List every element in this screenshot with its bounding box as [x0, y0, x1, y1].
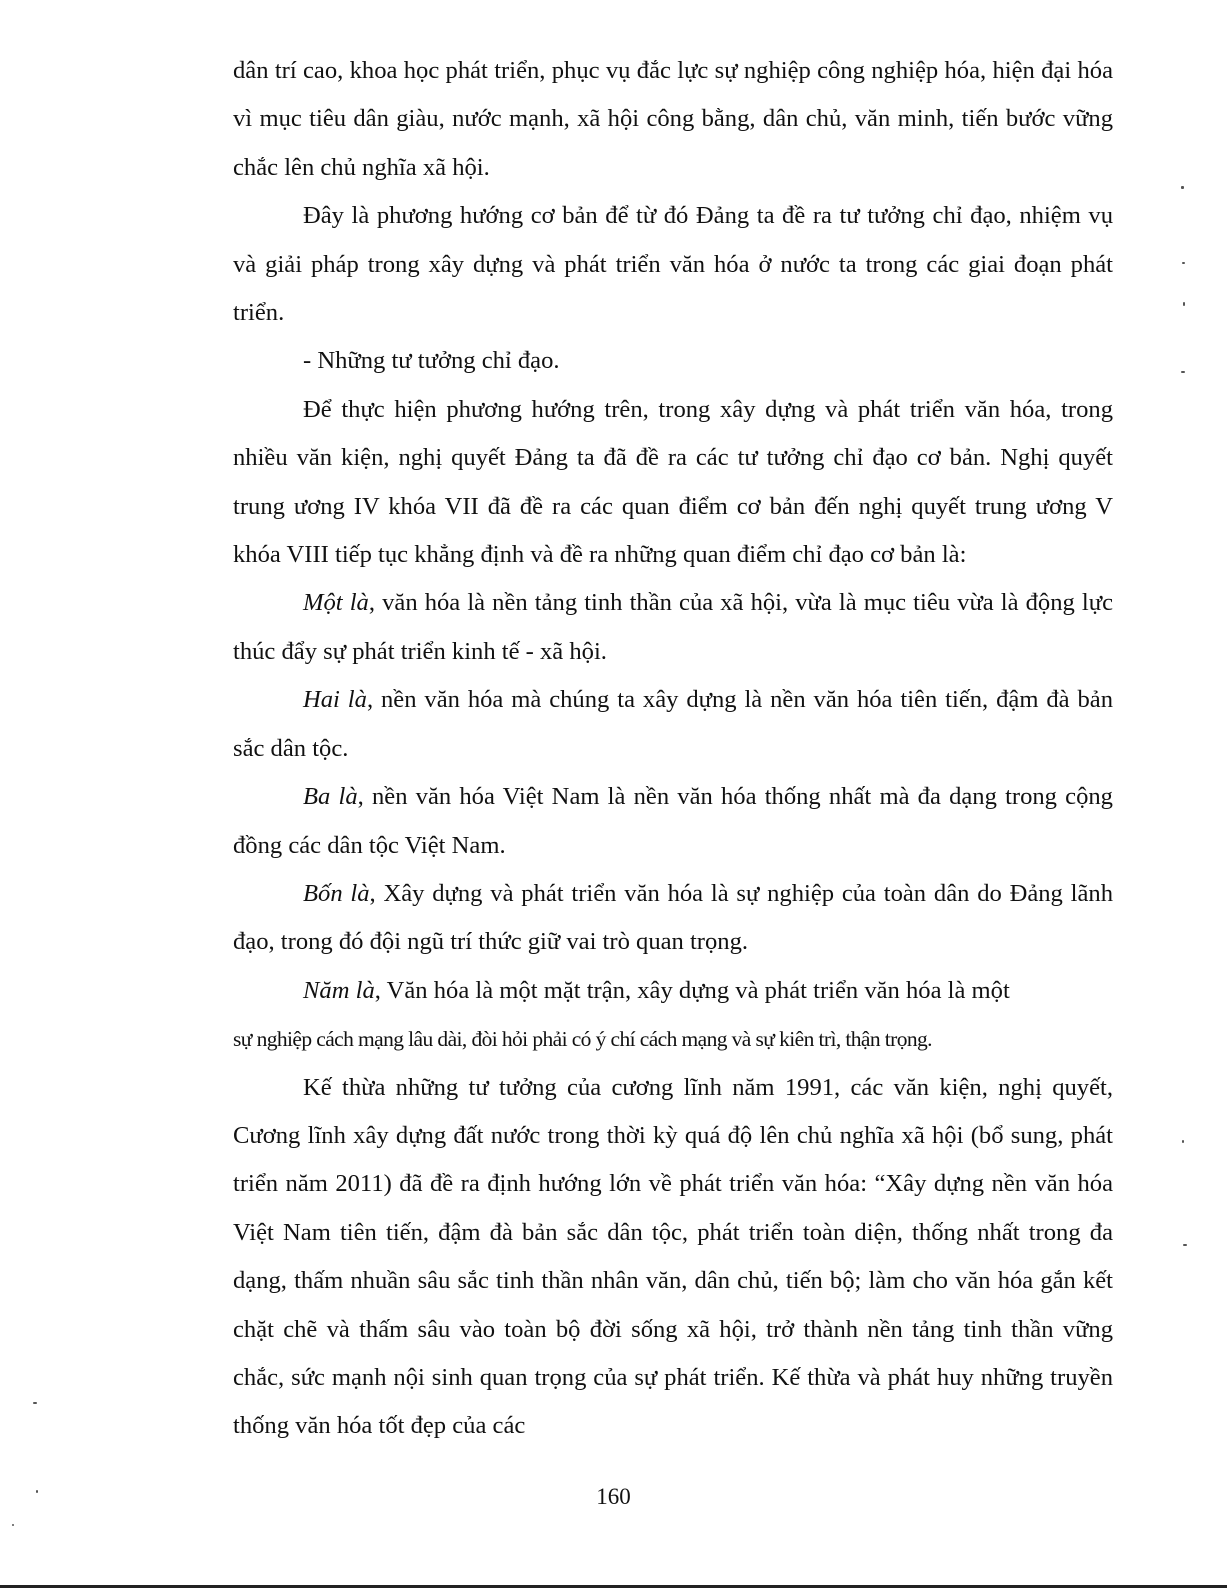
paragraph: [233, 1015, 1113, 1063]
text-run: Đây là phương hướng cơ bản để từ đó Đảng ta đề ra tư tưởng chỉ đạo, nhiệm vụ và giải pháp trong xây dựng và phát triển văn hóa ở nước ta trong các giai đoạn phát triển.: [233, 202, 1113, 327]
scan-speck: [1181, 371, 1185, 373]
paragraph: [233, 386, 1113, 580]
scan-speck: [12, 1524, 14, 1526]
paragraph: [233, 773, 1113, 870]
italic-lead: Ba là: [303, 783, 358, 811]
text-run: , Xây dựng và phát triển văn hóa là sự nghiệp của toàn dân do Đảng lãnh đạo, trong đó đội ngũ trí thức giữ vai trò quan trọng.: [233, 879, 1113, 956]
italic-lead: Một là: [303, 589, 369, 617]
paragraph: [233, 337, 1113, 385]
paragraph: [233, 192, 1113, 337]
italic-lead: Bốn là: [303, 879, 370, 907]
paragraph: [233, 47, 1113, 192]
paragraph: [233, 579, 1113, 676]
scan-speck: [1182, 1140, 1184, 1143]
paragraph: [233, 676, 1113, 773]
italic-lead: Hai là: [303, 686, 367, 714]
text-run: dân trí cao, khoa học phát triển, phục vụ đắc lực sự nghiệp công nghiệp hóa, hiện đại hóa vì mục tiêu dân giàu, nước mạnh, xã hội công bằng, dân chủ, văn minh, tiến bước vững chắc lên chủ nghĩa xã hội.: [233, 57, 1113, 181]
text-run: Để thực hiện phương hướng trên, trong xây dựng và phát triển văn hóa, trong nhiều văn kiện, nghị quyết Đảng ta đã đề ra các tư tưởng chỉ đạo cơ bản. Nghị quyết trung ương IV khóa VII đã đề ra các quan điểm cơ bản đến nghị quyết trung ương V khóa VIII tiếp tục khẳng định và đề ra những quan điểm chỉ đạo cơ bản là:: [233, 395, 1113, 569]
text-run: , nền văn hóa Việt Nam là nền văn hóa thống nhất mà đa dạng trong cộng đồng các dân tộc Việt Nam.: [233, 783, 1113, 859]
paragraph: [233, 1064, 1113, 1451]
scan-speck: [1183, 1244, 1187, 1246]
text-run: , Văn hóa là một mặt trận, xây dựng và phát triển văn hóa là một: [374, 976, 1010, 1004]
scan-speck: [33, 1402, 37, 1404]
scan-speck: [1181, 186, 1184, 189]
body-text: [233, 47, 1113, 1451]
text-run: Kế thừa những tư tưởng của cương lĩnh năm 1991, các văn kiện, nghị quyết, Cương lĩnh xây dựng đất nước trong thời kỳ quá độ lên chủ nghĩa xã hội (bổ sung, phát triển năm 2011) đã đề ra định hướng lớn về phát triển văn hóa: “Xây dựng nền văn hóa Việt Nam tiên tiến, đậm đà bản sắc dân tộc, phát triển toàn diện, thống nhất trong đa dạng, thấm nhuần sâu sắc tinh thần nhân văn, dân chủ, tiến bộ; làm cho văn hóa gắn kết chặt chẽ và thấm sâu vào toàn bộ đời sống xã hội, trở thành nền tảng tinh thần vững chắc, sức mạnh nội sinh quan trọng của sự phát triển. Kế thừa và phát huy những truyền thống văn hóa tốt đẹp của các: [233, 1073, 1113, 1440]
text-run: , nền văn hóa mà chúng ta xây dựng là nền văn hóa tiên tiến, đậm đà bản sắc dân tộc.: [233, 686, 1114, 762]
text-run: sự nghiệp cách mạng lâu dài, đòi hỏi phải có ý chí cách mạng và sự kiên trì, thận trọng.: [233, 1027, 932, 1052]
scan-speck: [1182, 262, 1185, 264]
italic-lead: Năm là: [303, 976, 375, 1004]
text-run: , văn hóa là nền tảng tinh thần của xã hội, vừa là mục tiêu vừa là động lực thúc đẩy sự phát triển kinh tế - xã hội.: [233, 589, 1113, 665]
scan-speck: [36, 1490, 38, 1493]
paragraph: [233, 870, 1113, 967]
paragraph: [233, 967, 1113, 1015]
scan-speck: [1183, 302, 1185, 306]
text-run: - Những tư tưởng chỉ đạo.: [303, 347, 560, 375]
page-number: 160: [596, 1484, 631, 1509]
